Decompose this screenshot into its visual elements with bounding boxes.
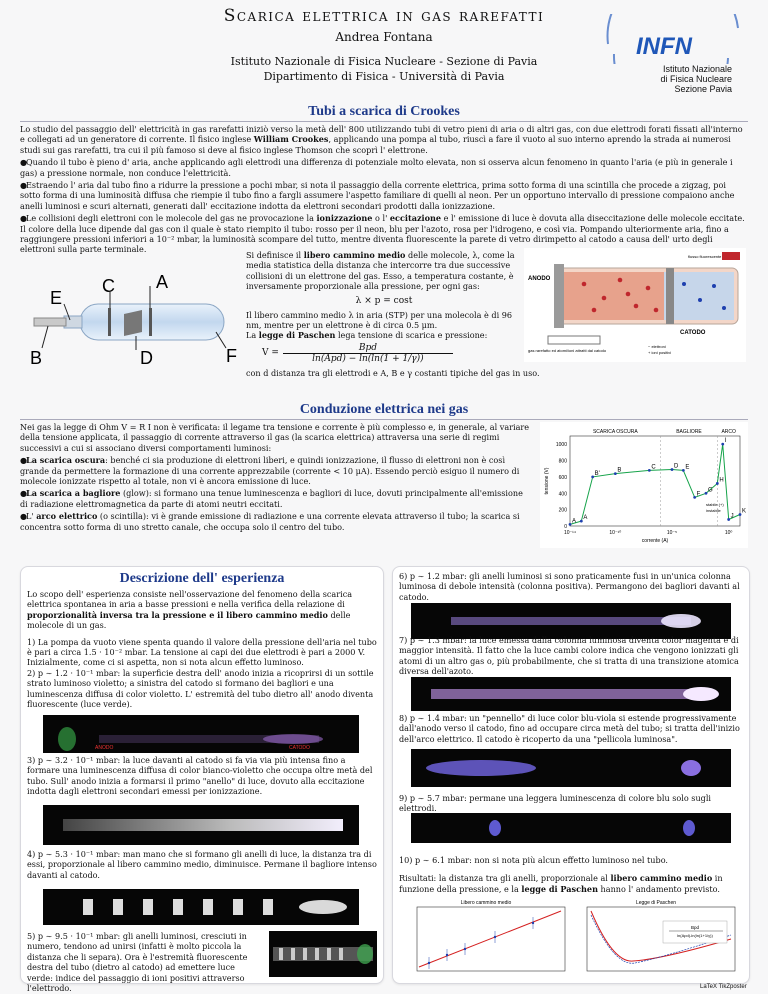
tube-label-d: D	[140, 348, 153, 366]
conduzione-bullet-3: ●L' arco elettrico (o scintilla): vi è grande emissione di radiazione e una corrente elevata attraverso il tubo; la scarica si concentra sotto forma di uno stretto canale, che occupa solo il centro del tubo.	[20, 511, 520, 532]
vi-x-tick-label: 10⁻¹⁴	[563, 530, 577, 536]
cross-plate	[124, 310, 142, 336]
vi-point-label: I	[724, 438, 727, 445]
formula-numerator: Bpd	[358, 342, 377, 353]
diagram-ioni-label: gas rarefatto ed atomi/ioni attratti dal catodo	[528, 348, 607, 353]
formula-denominator: ln(Apd) − ln(ln(1 + 1/γ))	[312, 353, 424, 364]
vi-y-tick-label: 1000	[555, 442, 567, 449]
crookes-tube-figure	[24, 272, 240, 366]
photo-step-2	[43, 715, 359, 753]
crookes-intro: Lo studio del passaggio dell' elettricità in gas rarefatti iniziò verso la metà dell' 800 utilizzando tubi di vetro pieni di aria o di altri gas, con due elettrodi forati fissati all'interno e collegati ad un generatore di corrente. Il fisico inglese William Crookes, applicando una pompa al tubo, riuscì a fare il vuoto al suo interno aprendo la strada ai numerosi studi sui gas rarefatti, tra cui il più famoso si deve al fisico inglese Thomson che scoprì l' elettrone.	[20, 124, 743, 155]
photo-step-5	[269, 931, 377, 977]
tube-label-e: E	[50, 288, 63, 308]
tube-label-b: B	[30, 348, 43, 366]
diagram-flusso: flusso fluorescente	[688, 254, 722, 259]
mfp-text	[246, 250, 522, 368]
step-6: 6) p ∼ 1.2 mbar: gli anelli luminosi si sono praticamente fusi in un'unica colonna luminosa di debole intensità (colonna positiva). Permangono dei bagliori davanti al catodo.	[399, 571, 740, 602]
vi-y-tick-label: 600	[558, 474, 567, 481]
photo-step-3	[43, 805, 359, 845]
logo-text-2: di Fisica Nucleare	[660, 74, 732, 84]
vi-x-tick-label: 10⁰	[724, 530, 733, 536]
vi-data-point	[716, 482, 719, 485]
formula-lambda: λ × p = cost	[355, 295, 413, 306]
conduzione-text	[20, 422, 532, 532]
vi-y-tick-label: 400	[558, 491, 567, 498]
logo-text-3: Sezione Pavia	[674, 84, 732, 94]
photo-step-4	[43, 889, 359, 925]
vi-data-point	[705, 492, 708, 495]
crookes-bullet-1: ●Quando il tubo è pieno d' aria, anche applicando agli elettrodi una differenza di potenziale molto elevata, non si osserva alcun fenomeno in quanto l'aria (e più in generale i gas) a pressione normale, non conduce l'elettricità.	[20, 157, 733, 178]
photo-anodo-label: ANODO	[95, 745, 114, 751]
crookes-title-rule	[20, 121, 748, 122]
mfp-plot	[403, 897, 569, 979]
tube-label-c: C	[102, 276, 115, 296]
vi-data-point	[591, 476, 594, 479]
crookes-text	[20, 124, 748, 255]
vi-point-label: A	[572, 518, 577, 525]
conduzione-bullet-2: ●La scarica a bagliore (glow): si formano una tenue luminescenza e bagliori di luce, dovuti principalmente all'emissione di radiazione elettromagnetica da parte di atomi neutri eccitati.	[20, 488, 523, 509]
footer-credit: LaTeX TikZposter	[700, 984, 747, 990]
step-7: 7) p ∼ 1.3 mbar: la luce emessa dalla colonna luminosa diventa color magenta e di maggior intensità. Il fatto che la luce cambi colore indica che vengono ionizzati gli atomi di un altro gas o, più probabilmente, che si tratta di una transizione atomica diversa dell'azoto.	[399, 635, 739, 677]
vi-data-point	[648, 469, 651, 472]
esperienza-left-card	[20, 566, 384, 994]
vi-data-point	[671, 468, 674, 471]
photo-step-9	[411, 813, 731, 843]
tube-label-a: A	[156, 272, 169, 292]
esperienza-title: Descrizione dell' esperienza	[119, 571, 285, 586]
vi-legend-entry: stabile (+)	[706, 502, 724, 507]
conduzione-title-rule	[20, 419, 748, 420]
paschen-plot	[573, 897, 739, 979]
paschen-note: con d distanza tra gli elettrodi e A, B e γ costanti tipiche del gas in uso.	[246, 368, 540, 378]
institution-1: Istituto Nazionale di Fisica Nucleare - Sezione di Pavia	[230, 55, 538, 68]
vi-data-point	[739, 513, 742, 516]
vi-point-label: K	[742, 508, 747, 515]
mfp-definition: Si definisce il libero cammino medio delle molecole, λ, come la media statistica della distanza che intercorre tra due successive collisioni di un elettrone del gas. Esso, a temperatura costante, è inversamente proporzionale alla pressione, per ogni gas:	[246, 250, 515, 292]
vi-region-label: SCARICA OSCURA	[592, 429, 638, 435]
vi-point-label: J	[730, 513, 734, 520]
logo-text-1: Istituto Nazionale	[662, 64, 732, 74]
vi-x-axis-label: corrente (A)	[641, 538, 669, 544]
tube-label-f: F	[226, 346, 237, 366]
crookes-bullet-2: ●Estraendo l' aria dal tubo fino a ridurre la pressione a pochi mbar, si nota il passaggio della corrente elettrica, prima sotto forma di una scintilla che procede a zigzag, poi sotto forma di una luminosità diffusa che riempie il tubo fino a fargli assumere l'aspetto familiare di quelli al neon. Per un opportuno intervallo di pressione compaiono anche anelli luminosi e scuri alternati, generati dall' eccitazione indotta da elettroni secondari prodotti dalla ionizzazione.	[20, 180, 735, 211]
esperienza-intro: Lo scopo dell' esperienza consiste nell'osservazione del fenomeno della scarica elettrica spontanea in aria a basse pressioni e nella verifica della relazione di proporzionalità inversa tra la pressione e il libero cammino medio delle molecole di un gas.	[27, 589, 353, 631]
discharge-diagram	[524, 248, 746, 362]
conduzione-bullet-1: ●La scarica oscura: benché ci sia produzione di elettroni liberi, e quindi ionizzazione, il flusso di elettroni non è così grande da permettere la formazione di una corrente apprezzabile (corrente < 10 μA). Essendo perciò esiguo il numero di molecole ionizzate rispetto al totale, non vi è ancora emissione di luce.	[20, 455, 520, 487]
author: Andrea Fontana	[335, 30, 433, 44]
diagram-anodo-label: ANODO	[528, 276, 551, 282]
vi-y-tick-label: 200	[558, 507, 567, 514]
vi-y-tick-label: 0	[564, 524, 567, 530]
step-10: 10) p ∼ 6.1 mbar: non si nota più alcun effetto luminoso nel tubo.	[399, 855, 668, 865]
step-2: 2) p ∼ 1.2 · 10⁻¹ mbar: la superficie destra dell' anodo inizia a ricoprirsi di un sottile strato luminoso violetto; a sinistra del catodo si formano dei bagliori e una luminescenza diffusa di color violetto. L' estremità del tubo dietro all' anodo diventa fluorescente (luce verde).	[27, 667, 374, 710]
step-9: 9) p ∼ 5.7 mbar: permane una leggera luminescenza di colore blu solo sugli elettrodi.	[399, 793, 712, 814]
step-4: 4) p ∼ 5.3 · 10⁻¹ mbar: man mano che si formano gli anelli di luce, la distanza tra di essi, proporzionale al libero cammino medio, diminuisce. Permane il bagliore intenso davanti al catodo.	[27, 849, 377, 880]
photo-step-8	[411, 749, 731, 787]
vi-legend-entry: instabile	[706, 508, 721, 513]
mfp-plot-title: Libero cammino medio	[460, 900, 512, 906]
vi-chart	[540, 422, 748, 548]
vi-data-point	[693, 496, 696, 499]
photo-catodo-label: CATODO	[289, 745, 310, 751]
paschen-plot-den: ln(Apd)-ln(ln(1+1/γ))	[677, 933, 713, 938]
vi-point-label: G	[708, 487, 713, 494]
paschen-formula	[262, 343, 522, 364]
mfp-values: Il libero cammino medio λ in aria (STP) per una molecola è di 96 nm, mentre per un elettrone è di circa 0.5 μm.	[246, 309, 513, 331]
infn-logo	[588, 14, 748, 98]
infn-logo-letters: INFN	[636, 33, 692, 60]
formula-lhs: V =	[262, 348, 279, 359]
vi-point-label: A	[583, 515, 588, 522]
step-3: 3) p ∼ 3.2 · 10⁻¹ mbar: la luce davanti al catodo si fa via via più intensa fino a formare una luminescenza diffusa di color bianco-violetto che occupa oltre metà del tubo. Sull' anodo inizia a formarsi il primo "anello" di luce, dovuto alla eccitazione indotta dagli elettroni secondari emessi per ionizzazione.	[27, 755, 373, 797]
vi-data-point	[580, 520, 583, 523]
vi-point-label: E	[685, 464, 690, 471]
step-8: 8) p ∼ 1.4 mbar: un "pennello" di luce color blu-viola si estende progressivamente dall'anodo verso il catodo, fino ad occupare circa metà del tubo; si tratta dell'inizio dell'arco elettrico. Il catodo è ricoperto da una "pellicola luminosa".	[399, 713, 740, 744]
vi-point-label: D	[674, 463, 679, 470]
paschen-intro: La legge di Paschen lega tensione di scarica e pressione:	[246, 330, 488, 341]
step-5: 5) p ∼ 9.5 · 10⁻¹ mbar: gli anelli luminosi, cresciuti in numero, tendono ad unirsi (infatti è molto piccola la distanza che li separa). Ora è l'estremità fluorescente destra del tubo (dietro al catodo) ad emettere luce verde: indice del passaggio di ioni positivi attraverso l'elettrodo.	[27, 931, 248, 994]
crookes-bullet-3: ●Le collisioni degli elettroni con le molecole del gas ne provocazione la ionizzazione o l' eccitazione e l' emissione di luce è dovuta alla diseccitazione delle molecole eccitate. Il colore della luce dipende dal gas con il quale è stato riempito il tubo: rosso per il neon, blu per l'azoto, rosa per l'idrogeno, e così via. Pompando ulteriormente aria, fino a raggiungere pressioni inferiori a 10⁻² mbar, la luminosità scompare del tutto, mentre diventa fluorescente la parete di vetro dirimpetto al catodo a causa dell' urto degli elettroni sulla parte terminale.	[20, 213, 745, 255]
conduzione-intro: Nei gas la legge di Ohm V = R I non è verificata: il legame tra tensione e corrente è più complesso e, in generale, al variare della tensione applicata, il passaggio di corrente attraverso il gas (la scarica elettrica) attraversa una serie di regimi successivi a cui si associano diversi comportamenti luminosi:	[20, 422, 530, 453]
vi-data-point	[721, 443, 724, 446]
infn-logo-mark	[588, 14, 748, 64]
diagram-catodo-label: CATODO	[680, 330, 706, 336]
vi-y-tick-label: 800	[558, 458, 567, 465]
vi-point-label: F	[696, 491, 701, 498]
crookes-section-title: Tubi a scarica di Crookes	[308, 104, 460, 119]
vi-chart-svg	[540, 422, 748, 548]
paschen-plot-title: Legge di Paschen	[635, 900, 677, 906]
legend-elettroni: − elettroni	[648, 344, 666, 349]
vi-region-label: BAGLIORE	[676, 429, 702, 435]
photo-step-6	[411, 603, 731, 639]
vi-region-label: ARCO	[721, 429, 736, 435]
step-1: 1) La pompa da vuoto viene spenta quando il valore della pressione dell'aria nel tubo è pari a circa 1.5 · 10⁻² mbar. La tensione ai capi dei due elettrodi è pari a 2000 V. Inizialmente, come ci si aspetta, non si nota alcun effetto luminoso.	[27, 636, 377, 668]
vi-point-label: B'	[594, 470, 600, 477]
results-text: Risultati: la distanza tra gli anelli, proporzionale al libero cammino medio in funzione della pressione, e la legge di Paschen hanno l' andamento previsto.	[399, 873, 723, 894]
vi-point-label: B	[617, 467, 622, 474]
vi-x-tick-label: 10⁻¹⁰	[609, 530, 622, 536]
photo-step-7	[411, 677, 731, 711]
vi-data-point	[727, 518, 730, 521]
vi-data-point	[614, 472, 617, 475]
conduzione-section-title: Conduzione elettrica nei gas	[299, 402, 469, 417]
institution-2: Dipartimento di Fisica - Università di Pavia	[263, 70, 505, 83]
vi-y-axis-label: tensione (V)	[544, 467, 550, 495]
vi-point-label: H	[719, 477, 724, 484]
vi-point-label: C	[651, 464, 656, 471]
vi-data-point	[682, 469, 685, 472]
legend-ioni: + ioni positivi	[648, 350, 672, 355]
cathode-plate	[108, 308, 111, 336]
vi-data-point	[569, 523, 572, 526]
vi-x-tick-label: 10⁻⁵	[666, 530, 678, 536]
poster-title: Scarica elettrica in gas rarefatti	[223, 6, 545, 26]
paschen-plot-num: Bpd	[690, 925, 700, 930]
esperienza-right-card	[392, 566, 750, 984]
